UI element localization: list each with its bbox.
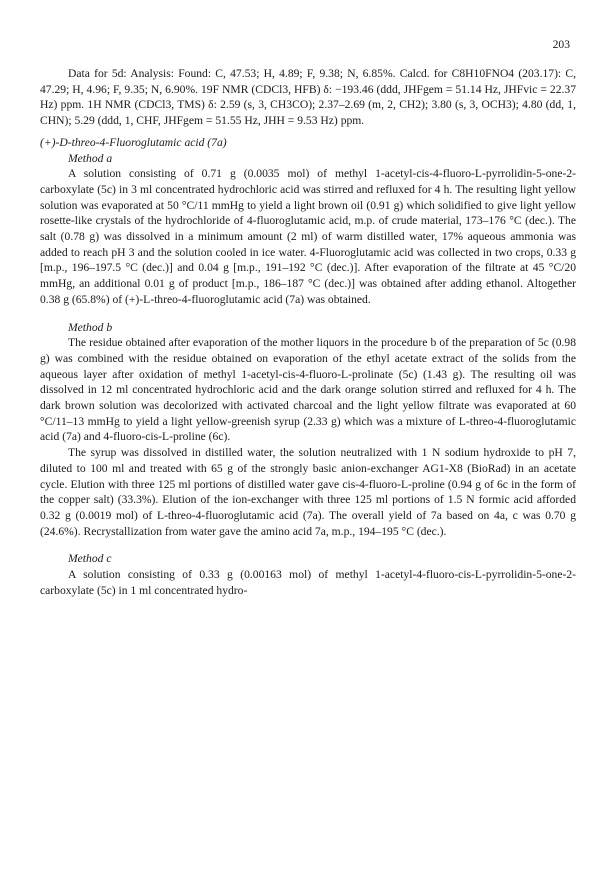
method-b-paragraph-2: The syrup was dissolved in distilled water, the solution neutralized with 1 N sodium hydroxide to pH 7, diluted to 100 ml and treated with 65 g of the strongly basic anion-exchanger AG1-X8 (BioRad) in an acetate cycle. Elution with three 125 ml portions of distilled water gave cis-4-fluoro-L-proline (0.94 g of 6c in the form of the copper salt) (33.3%). Elution of the ion-exchanger with three 125 ml portions of 1.5 N formic acid afforded 0.32 g (0.0019 mol) of L-threo-4-fluoroglutamic acid (7a). The overall yield of 7a based on 4a, c was 0.70 g (24.6%). Recrystallization from water gave the amino acid 7a, m.p., 194–195 °C (dec.). (40, 446, 576, 538)
page-number: 203 (552, 38, 570, 51)
method-c-label: Method c (68, 552, 112, 566)
method-b-label: Method b (68, 320, 113, 334)
method-c-paragraph: A solution consisting of 0.33 g (0.00163 mol) of methyl 1-acetyl-4-fluoro-cis-L-pyrrolidin-5-one-2-carboxylate (5c) in 1 ml concentrated hydro- (40, 568, 576, 597)
page-body (40, 66, 576, 599)
method-a-label: Method a (68, 151, 113, 165)
method-a-paragraph: A solution consisting of 0.71 g (0.0035 mol) of methyl 1-acetyl-cis-4-fluoro-L-pyrrolidin-5-one-2-carboxylate (5c) in 3 ml concentrated hydrochloric acid was stirred and refluxed for 4 h. The resulting light yellow solution was evaporated at 50 °C/11 mmHg to yield a light brown oil (0.91 g) which solidified to give light yellow rosette-like crystals of the hydrochloride of 4-fluoroglutamic acid, m.p. of crude material, 173–176 °C (dec.). The salt (0.78 g) was dissolved in a minimum amount (2 ml) of warm distilled water, 17% aqueous ammonia was added to reach pH 3 and the solution cooled in ice water. 4-Fluoroglutamic acid was collected in two crops, 0.33 g [m.p., 196–197.5 °C (dec.)] and 0.04 g [m.p., 191–192 °C (dec.)]. After evaporation of the filtrate at 45 °C/20 mmHg, an additional 0.01 g of product [m.p., 186–187 °C (dec.)] was obtained after adding ethanol. Altogether 0.38 g (65.8%) of (+)-L-threo-4-fluoroglutamic acid (7a) was obtained. (40, 167, 576, 306)
data-5d-paragraph: Data for 5d: Analysis: Found: C, 47.53; H, 4.89; F, 9.38; N, 6.85%. Calcd. for C8H10FNO4 (203.17): C, 47.29; H, 4.96; F, 9.35; N, 6.90%. 19F NMR (CDCl3, HFB) δ: −193.46 (ddd, JHFgem = 51.14 Hz, JHFvic = 22.37 Hz) ppm. 1H NMR (CDCl3, TMS) δ: 2.59 (s, 3, CH3CO); 2.37–2.69 (m, 2, CH2); 3.80 (s, 3, OCH3); 4.80 (dd, 1, CHN); 5.29 (ddd, 1, CHF, JHFgem = 51.55 Hz, JHH = 9.53 Hz) ppm. (40, 67, 576, 128)
compound-heading: (+)-D-threo-4-Fluoroglutamic acid (7a) (40, 135, 227, 149)
method-b-paragraph-1: The residue obtained after evaporation of the mother liquors in the procedure b of the preparation of 5c (0.98 g) was combined with the residue obtained on evaporation of the ethyl acetate extract of the solids from the aqueous layer after oxidation of methyl 1-acetyl-cis-4-fluoro-L-prolinate (5c) (1.43 g). The resulting oil was dissolved in 12 ml concentrated hydrochloric acid and the dark orange solution stirred and refluxed for 4 h. The dark brown solution was decolorized with activated charcoal and the light yellow filtrate was evaporated at 60 °C/11–13 mmHg to yield a light yellow-greenish syrup (2.33 g) which was a mixture of L-threo-4-fluoroglutamic acid (7a) and 4-fluoro-cis-L-proline (6c). (40, 336, 576, 444)
